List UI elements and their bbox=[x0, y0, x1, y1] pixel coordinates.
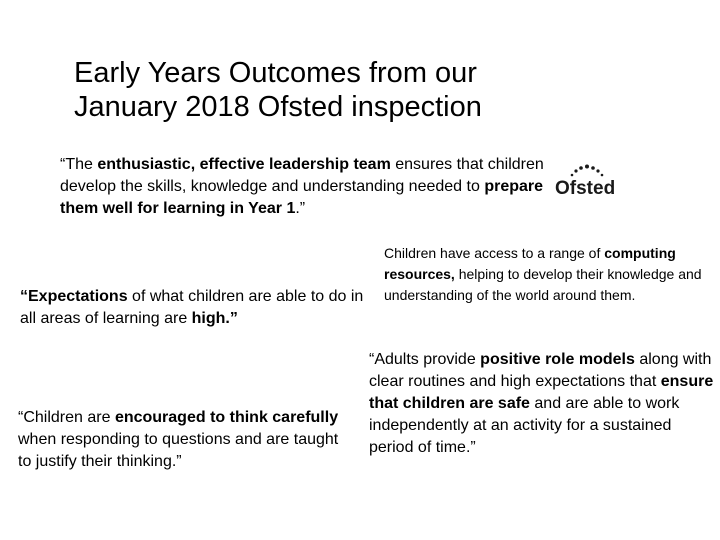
quote-text: “Children are bbox=[18, 409, 115, 426]
quote-emphasis: ensure that children are safe bbox=[369, 373, 714, 412]
quote-text: Children have access to a range of bbox=[384, 245, 605, 261]
quote-emphasis: enthusiastic, effective leadership team bbox=[97, 156, 391, 173]
ofsted-logo bbox=[554, 160, 624, 200]
ofsted-stars-icon bbox=[554, 160, 624, 200]
quote-adults bbox=[369, 349, 719, 459]
quote-text: of what children are able to do in all areas of learning are bbox=[20, 288, 364, 327]
quote-emphasis: computing resources, bbox=[384, 245, 676, 282]
quote-text: “Adults provide bbox=[369, 351, 481, 368]
quote-emphasis: high.” bbox=[191, 310, 238, 327]
quote-computing bbox=[384, 243, 720, 306]
quote-thinking bbox=[18, 407, 348, 473]
title-line-1: Early Years Outcomes from our bbox=[74, 57, 477, 89]
quote-leadership bbox=[60, 154, 550, 220]
quote-emphasis: encouraged to think carefully bbox=[114, 409, 339, 426]
quote-text: ensures that children develop the skills, knowledge and understanding needed to bbox=[60, 156, 544, 195]
quote-text: .” bbox=[295, 200, 306, 217]
quote-emphasis: positive role models bbox=[480, 351, 635, 368]
quote-text: when responding to questions and are taught to justify their thinking.” bbox=[18, 431, 339, 470]
quote-expectations bbox=[20, 286, 370, 330]
logo-text: Ofsted bbox=[555, 178, 616, 199]
page-title bbox=[74, 56, 634, 124]
quote-text: “The bbox=[60, 156, 98, 173]
quote-text: helping to develop their knowledge and understanding of the world around them. bbox=[384, 266, 702, 303]
title-line-2: January 2018 Ofsted inspection bbox=[74, 91, 482, 123]
quote-text: along with clear routines and high expectations that bbox=[369, 351, 712, 390]
quote-text: and are able to work independently at an activity for a sustained period of time.” bbox=[369, 395, 680, 456]
quote-emphasis: “Expectations bbox=[20, 288, 128, 305]
quote-emphasis: prepare them well for learning in Year 1 bbox=[60, 178, 544, 217]
